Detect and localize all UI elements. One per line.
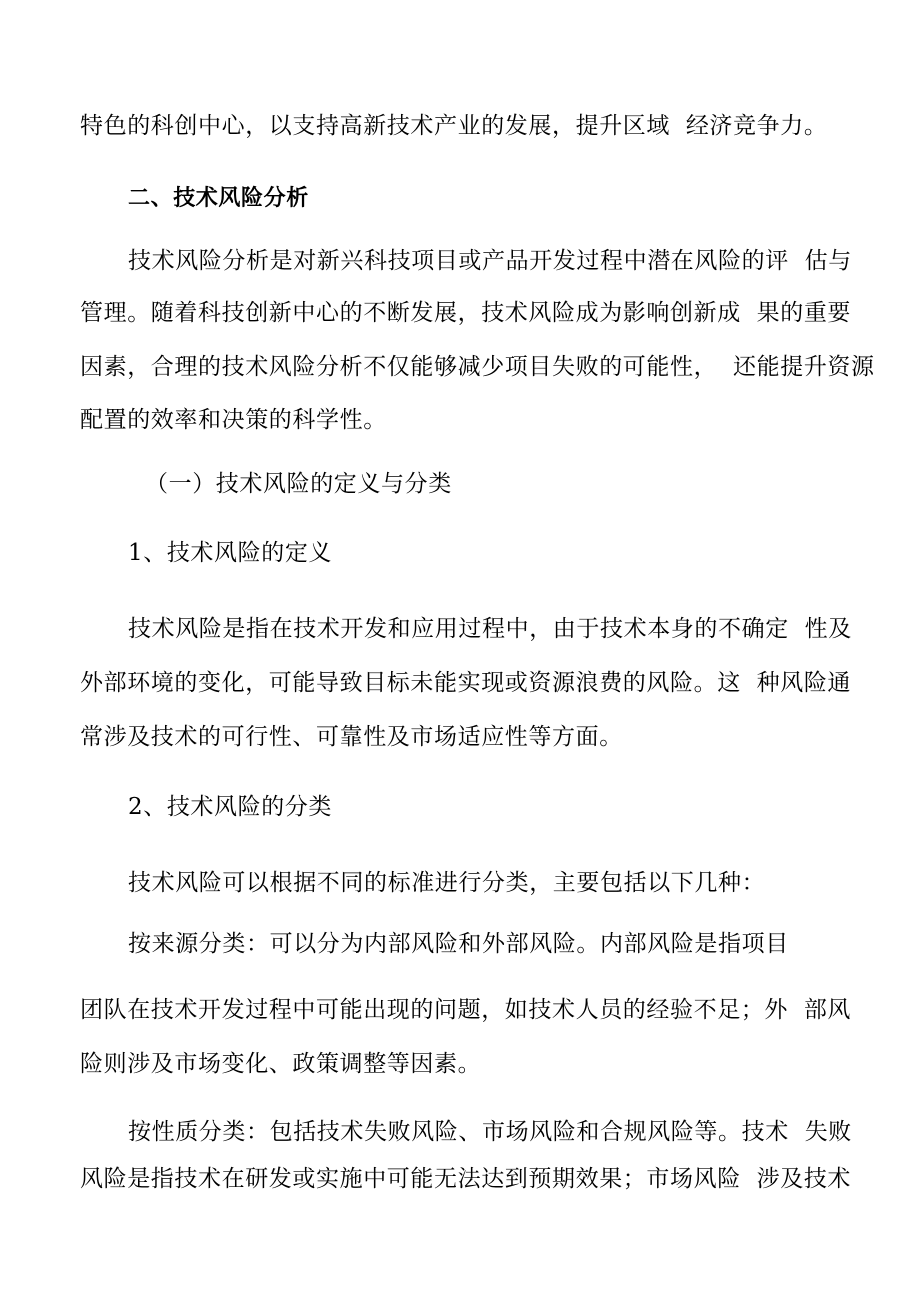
subsection-heading: 1、技术风险的定义 xyxy=(128,540,333,566)
paragraph-line: 技术风险可以根据不同的标准进行分类，主要包括以下几种： xyxy=(128,870,766,896)
paragraph-line: 风险是指技术在研发或实施中可能无法达到预期效果；市场风险 涉及技术 xyxy=(80,1166,852,1192)
paragraph-line: 配置的效率和决策的科学性。 xyxy=(80,407,387,433)
section-heading: 二、技术风险分析 xyxy=(128,186,309,211)
paragraph-line: 团队在技术开发过程中可能出现的问题，如技术人员的经验不足；外 部风 xyxy=(80,997,852,1023)
paragraph-line: 常涉及技术的可行性、可靠性及市场适应性等方面。 xyxy=(80,724,623,750)
subsection-heading: （一）技术风险的定义与分类 xyxy=(145,471,452,497)
paragraph-line: 管理。随着科技创新中心的不断发展，技术风险成为影响创新成 果的重要 xyxy=(80,300,852,326)
paragraph-line: 按性质分类：包括技术失败风险、市场风险和合规风险等。技术 失败 xyxy=(128,1119,852,1145)
paragraph-line: 特色的科创中心，以支持高新技术产业的发展，提升区域 经济竞争力。 xyxy=(80,113,828,139)
paragraph-line: 外部环境的变化，可能导致目标未能实现或资源浪费的风险。这 种风险通 xyxy=(80,670,852,696)
paragraph-line: 因素，合理的技术风险分析不仅能够减少项目失败的可能性， 还能提升资源 xyxy=(80,354,875,380)
paragraph-line: 技术风险分析是对新兴科技项目或产品开发过程中潜在风险的评 估与 xyxy=(128,248,852,274)
paragraph-line: 险则涉及市场变化、政策调整等因素。 xyxy=(80,1051,482,1077)
paragraph-line: 按来源分类：可以分为内部风险和外部风险。内部风险是指项目 xyxy=(128,931,789,957)
paragraph-line: 技术风险是指在技术开发和应用过程中，由于技术本身的不确定 性及 xyxy=(128,616,852,642)
subsection-heading: 2、技术风险的分类 xyxy=(128,794,333,820)
